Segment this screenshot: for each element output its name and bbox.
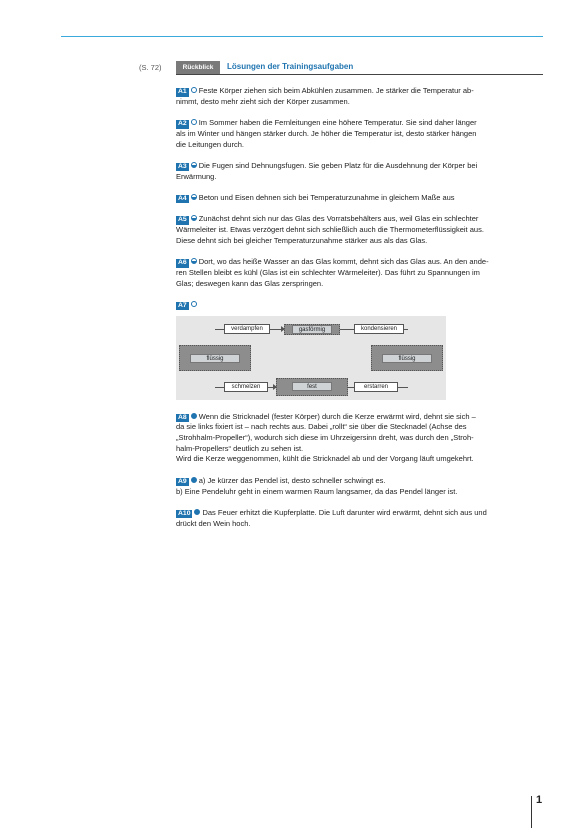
answer-a9 xyxy=(176,476,544,497)
connector-line xyxy=(404,329,408,330)
answer-text: Im Sommer haben die Fernleitungen eine höhere Temperatur. Sie sind daher länger als im Winter und hängen stärker durch. Je höher die Temperatur ist, desto stärker hängen die Leitungen durch. xyxy=(176,118,477,149)
answer-a1 xyxy=(176,86,544,107)
answer-text: Beton und Eisen dehnen sich bei Temperaturzunahme in gleichem Maße aus xyxy=(198,192,455,202)
answer-a5 xyxy=(176,214,544,246)
answer-text: Feste Körper ziehen sich beim Abkühlen zusammen. Je stärker die Temperatur ab- nimmt, desto mehr zieht sich der Körper zusammen. xyxy=(176,86,474,106)
section-title: Lösungen der Trainingsaufgaben xyxy=(227,62,354,71)
answer-text: Dort, wo das heiße Wasser an das Glas kommt, dehnt sich das Glas aus. An den ande- ren Stellen bleibt es kühl (Glas ist ein schlechter Wärmeleiter). Das führt zu Spannungen im Glas; deswegen kann das Glas zerspringen. xyxy=(176,257,489,288)
answer-a3 xyxy=(176,161,544,182)
answer-tag: A8 xyxy=(178,413,187,421)
answer-a6 xyxy=(176,257,544,289)
connector-line xyxy=(398,387,408,388)
label-kondensieren: kondensieren xyxy=(354,324,404,334)
difficulty-circle-icon xyxy=(191,477,197,483)
arrow-right-icon xyxy=(281,326,285,332)
answer-text: Das Feuer erhitzt die Kupferplatte. Die Luft darunter wird erwärmt, dehnt sich aus und drückt den Wein hoch. xyxy=(176,507,487,528)
answers-content xyxy=(176,86,544,540)
answer-a4 xyxy=(176,193,544,204)
answer-tag: A6 xyxy=(178,259,187,267)
answers-list xyxy=(176,86,544,311)
label-verdampfen: verdampfen xyxy=(224,324,270,334)
answer-tag: A9 xyxy=(178,477,187,485)
difficulty-circle-icon xyxy=(191,413,197,419)
connector-line xyxy=(215,387,224,388)
difficulty-circle-icon xyxy=(191,162,197,168)
answer-text: Die Fugen sind Dehnungsfugen. Sie geben Platz für die Ausdehnung der Körper bei Erwärmung. xyxy=(176,160,478,181)
difficulty-circle-icon xyxy=(194,509,200,515)
answer-text: Zunächst dehnt sich nur das Glas des Vorratsbehälters aus, weil Glas ein schlechter Wärmeleiter ist. Etwas verzögert dehnt sich schließlich auch die Thermometerflüssigkeit aus. Diese dehnt sich bei gleicher Temperaturzunahme stärker aus als das Glas. xyxy=(176,214,484,245)
state-change-diagram xyxy=(176,316,446,400)
answer-a10 xyxy=(176,508,544,529)
difficulty-circle-icon xyxy=(191,194,197,200)
section-tag: Rückblick xyxy=(176,61,220,74)
top-rule xyxy=(61,36,543,37)
answer-text: a) Je kürzer das Pendel ist, desto schneller schwingt es. b) Eine Pendeluhr geht in einem warmen Raum langsamer, da das Pendel länger ist. xyxy=(176,475,458,496)
state-liquid-left: flüssig xyxy=(190,354,240,363)
state-solid: fest xyxy=(292,382,332,391)
difficulty-circle-icon xyxy=(191,119,197,125)
label-schmelzen: schmelzen xyxy=(224,382,268,392)
page-number: 1 xyxy=(536,794,543,806)
state-liquid-right: flüssig xyxy=(382,354,432,363)
page-number-bar xyxy=(531,796,532,828)
section-header xyxy=(176,61,543,75)
answer-a2 xyxy=(176,118,544,150)
answer-tag: A4 xyxy=(178,194,187,202)
label-erstarren: erstarren xyxy=(354,382,398,392)
connector-line xyxy=(348,387,354,388)
difficulty-circle-icon xyxy=(191,301,197,307)
answer-text: Wenn die Stricknadel (fester Körper) durch die Kerze erwärmt wird, dehnt sie sich – da sie links fixiert ist – nach rechts aus. Dabei „rollt“ sie über die Stecknadel (Achse des „Strohhalm-Propeller“), wodurch sich diese im Uhrzeigersinn dreht, was durch den „Stroh- halm-Propellers“ deutlich zu sehen ist. Wird die Kerze weggenommen, kühlt die Stricknadel ab und der Vorgang läuft umgekehrt. xyxy=(176,411,476,464)
answer-tag: A7 xyxy=(178,301,187,309)
difficulty-circle-icon xyxy=(191,215,197,221)
answer-a7 xyxy=(176,300,544,311)
state-gas: gasförmig xyxy=(292,325,332,334)
answer-tag: A3 xyxy=(178,162,187,170)
answers-list-2 xyxy=(176,412,544,530)
connector-line xyxy=(340,329,354,330)
difficulty-circle-icon xyxy=(191,87,197,93)
answer-tag: A1 xyxy=(178,88,187,95)
answer-tag: A2 xyxy=(178,120,187,128)
connector-line xyxy=(215,329,224,330)
answer-tag: A10 xyxy=(178,509,191,517)
answer-a8 xyxy=(176,412,544,466)
answer-tag: A5 xyxy=(178,216,187,224)
arrow-right-icon xyxy=(273,384,277,390)
difficulty-circle-icon xyxy=(191,258,197,264)
page-reference: (S. 72) xyxy=(139,63,162,72)
